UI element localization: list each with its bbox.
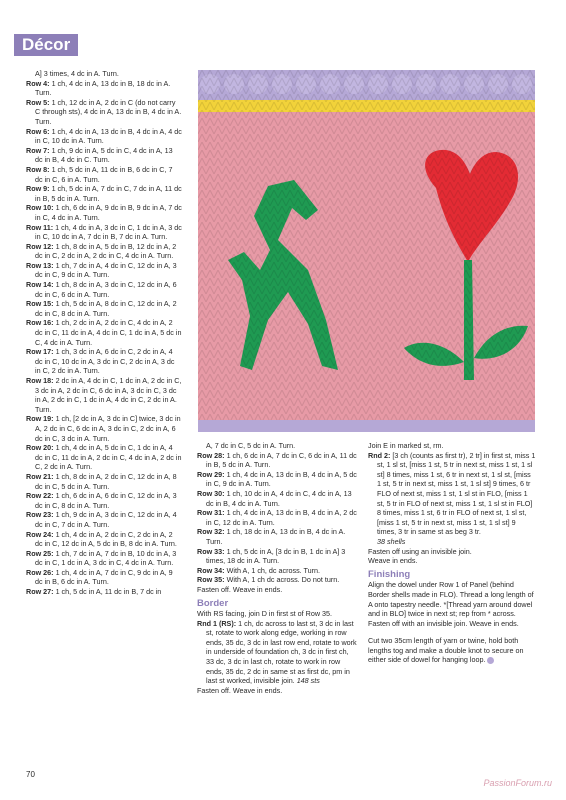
col1-row: Row 27: 1 ch, 5 dc in A, 11 dc in B, 7 dc in [26, 587, 162, 597]
col1-row: Row 10: 1 ch, 6 dc in A, 9 dc in B, 9 dc in A, 7 dc in C, 4 dc in A. Turn. [26, 203, 182, 222]
col2-row: Row 35: With A, 1 ch dc across. Do not turn. [197, 575, 340, 585]
col1-row: Row 26: 1 ch, 4 dc in A, 7 dc in C, 9 dc in A, 9 dc in B, 6 dc in A. Turn. [26, 567, 173, 587]
col1-row: Row 8: 1 ch, 5 dc in A, 11 dc in B, 6 dc in C, 7 dc in C, 6 in A. Turn. [26, 164, 173, 184]
col1-row: Row 16: 1 ch, 2 dc in A, 2 dc in C, 4 dc in A, 2 dc in C, 11 dc in A, 4 dc in C, 1 dc in A, 5 dc in C, 4 dc in A. Turn. [26, 318, 182, 347]
pattern-column-1 [26, 69, 182, 597]
col1-row: Row 4: 1 ch, 4 dc in A, 13 dc in B, 18 dc in A. Turn. [26, 78, 171, 98]
border-end: Fasten off. Weave in ends. [197, 685, 283, 695]
col2-row: Row 32: 1 ch, 18 dc in A, 13 dc in B, 4 dc in A. Turn. [197, 527, 346, 546]
col1-row: Row 20: 1 ch, 4 dc in A, 5 dc in C, 1 dc in A, 4 dc in C, 11 dc in A, 2 dc in C, 4 dc in A, 2 dc in C, 2 dc in A. Turn. [26, 443, 182, 472]
col1-row: Row 13: 1 ch, 7 dc in A, 4 dc in C, 12 dc in A, 3 dc in C, 9 dc in A. Turn. [26, 260, 177, 280]
col3-end2: Weave in ends. [368, 556, 418, 566]
fasten-off-text: Fasten off. Weave in ends. [197, 584, 283, 594]
col2-row: A, 7 dc in C, 5 dc in A. Turn. [206, 441, 296, 450]
col1-row: Row 5: 1 ch, 12 dc in A, 2 dc in C (do not carry C through sts), 4 dc in A, 13 dc in B, 4 dc in A. Turn. [26, 97, 182, 126]
col1-row: Row 25: 1 ch, 7 dc in A, 7 dc in B, 10 dc in A, 3 dc in C, 1 dc in A, 3 dc in C, 4 dc in A. Turn. [26, 548, 177, 568]
col1-row: Row 11: 1 ch, 4 dc in A, 3 dc in C, 1 dc in A, 3 dc in C, 10 dc in A, 7 dc in B, 7 dc in A. Turn. [26, 222, 182, 242]
col1-row: A] 3 times, 4 dc in A. Turn. [35, 69, 119, 78]
col1-row: Row 14: 1 ch, 8 dc in A, 3 dc in C, 12 dc in A, 6 dc in C, 6 dc in A. Turn. [26, 280, 177, 299]
col1-row: Row 22: 1 ch, 6 dc in A, 6 dc in C, 12 dc in A, 3 dc in C, 8 dc in A. Turn. [26, 491, 177, 510]
border-rnd1: Rnd 1 (RS): 1 ch, dc across to last st, 3 dc in last st, rotate to work along edge, working in row ends, 35 dc, 3 dc in last row end, rotate to work in underside of foundation ch, 3 dc in first ch, 33 dc, 3 dc in last ch, rotate to work in row ends, 35 dc, 2 dc in same st as first dc, pm in last st worked, invisible join. 148 sts [197, 618, 357, 686]
col1-row: Row 19: 1 ch, [2 dc in A, 3 dc in C] twice, 3 dc in A, 2 dc in C, 6 dc in A, 3 dc in C, 2 dc in A, 6 dc in C, 3 dc in A. Turn. [26, 414, 181, 443]
section-tab: Décor [14, 34, 78, 56]
finishing-p1: Align the dowel under Row 1 of Panel (behind Border shells made in FLO). Thread a long length of A onto tapestry needle. *[Thread yarn around dowel and in BLO] twice in next st; rep from * across. Fasten off with an invisible join. Weave in ends. [368, 580, 534, 628]
border-intro: With RS facing, join D in first st of Row 35. [197, 609, 333, 619]
crochet-panel-illustration [198, 70, 535, 432]
pattern-column-3 [368, 441, 536, 665]
col1-row: Row 23: 1 ch, 9 dc in A, 3 dc in C, 12 dc in A, 4 dc in C, 7 dc in A. Turn. [26, 510, 177, 529]
col2-row: Row 31: 1 ch, 4 dc in A, 13 dc in B, 4 dc in A, 2 dc in C, 12 dc in A. Turn. [197, 508, 357, 527]
col1-row: Row 7: 1 ch, 9 dc in A, 5 dc in C, 4 dc in A, 13 dc in B, 4 dc in C. Turn. [26, 145, 173, 165]
pattern-column-2 [197, 441, 358, 695]
col2-row: Row 30: 1 ch, 10 dc in A, 4 dc in C, 4 dc in A, 13 dc in B, 4 dc in A. Turn. [197, 488, 352, 508]
rnd2: Rnd 2: [3 ch (counts as first tr), 2 tr] in first st, miss 1 st, 1 sl st, [miss 1 st, 5 tr in next st, miss 1 st, 1 sl st] 8 times, miss 1 st, 6 tr in next st, 1 sl st, [miss 1 st, 5 tr in next st, miss 1 st, 1 sl st] 9 times, 6 tr FLO of next st, miss 1 st, 1 sl st in FLO, [miss 1 st, 5 tr in FLO of next st, miss 1 st, 1 sl st in FLO] 8 times, miss 1 st, 6 tr in FLO of next st, 1 sl st, [miss 1 st, 5 tr in next st, miss 1 st, 1 sl st] 9 times, 3 tr in same st as beg 3 tr. [368, 450, 536, 537]
border-heading: Border [197, 597, 229, 609]
finishing-heading: Finishing [368, 568, 411, 580]
rnd2-count: 38 shells [377, 536, 406, 546]
end-dot-icon [487, 657, 494, 664]
watermark: PassionForum.ru [483, 778, 552, 788]
col1-row: Row 12: 1 ch, 8 dc in A, 5 dc in B, 12 dc in A, 2 dc in C, 2 dc in A, 2 dc in C, 4 dc in A. Turn. [26, 241, 177, 261]
finishing-p2: Cut two 35cm length of yarn or twine, hold both lengths tog and make a double knot to secure on either side of dowel for hanging loop. [368, 636, 524, 665]
col2-row: Row 34: With A, 1 ch, dc across. Turn. [197, 565, 321, 575]
col1-row: Row 24: 1 ch, 4 dc in A, 2 dc in C, 2 dc in A, 2 dc in C, 12 dc in A, 5 dc in B, 8 dc in A. Turn. [26, 529, 177, 549]
col1-row: Row 15: 1 ch, 5 dc in A, 8 dc in C, 12 dc in A, 2 dc in C, 8 dc in A. Turn. [26, 299, 177, 318]
lilac-bottom-edge [198, 420, 535, 432]
col1-row: Row 9: 1 ch, 5 dc in A, 7 dc in C, 7 dc in A, 11 dc in B, 5 dc in A. Turn. [26, 184, 182, 203]
col2-row: Row 29: 1 ch, 4 dc in A, 13 dc in B, 4 dc in A, 5 dc in C, 9 dc in A. Turn. [197, 469, 357, 489]
col1-row: Row 6: 1 ch, 4 dc in A, 13 dc in B, 4 dc in A, 4 dc in C, 10 dc in A. Turn. [26, 126, 182, 146]
col3-top: Join E in marked st, rm. [368, 441, 444, 450]
crochet-panel-photo [198, 70, 535, 432]
page-number: 70 [26, 770, 35, 779]
col2-row: Row 33: 1 ch, 5 dc in A, [3 dc in B, 1 dc in A] 3 times, 18 dc in A. Turn. [197, 546, 346, 566]
col1-row: Row 17: 1 ch, 3 dc in A, 6 dc in C, 2 dc in A, 4 dc in C, 10 dc in A, 3 dc in C, 2 dc in A, 3 dc in C, 2 dc in A. Turn. [26, 347, 175, 376]
col2-row: Row 28: 1 ch, 6 dc in A, 7 dc in C, 6 dc in A, 11 dc in B, 5 dc in A. Turn. [197, 450, 357, 470]
col1-row: Row 18: 2 dc in A, 4 dc in C, 1 dc in A, 2 dc in C, 3 dc in A, 2 dc in C, 6 dc in A, 3 dc in C, 3 dc in A, 2 dc in C, 1 dc in A, 4 dc in C, 2 dc in A. Turn. [26, 376, 182, 414]
col3-end1: Fasten off using an invisible join. [368, 546, 472, 556]
col1-row: Row 21: 1 ch, 8 dc in A, 2 dc in C, 12 dc in A, 8 dc in C, 5 dc in A. Turn. [26, 471, 177, 491]
